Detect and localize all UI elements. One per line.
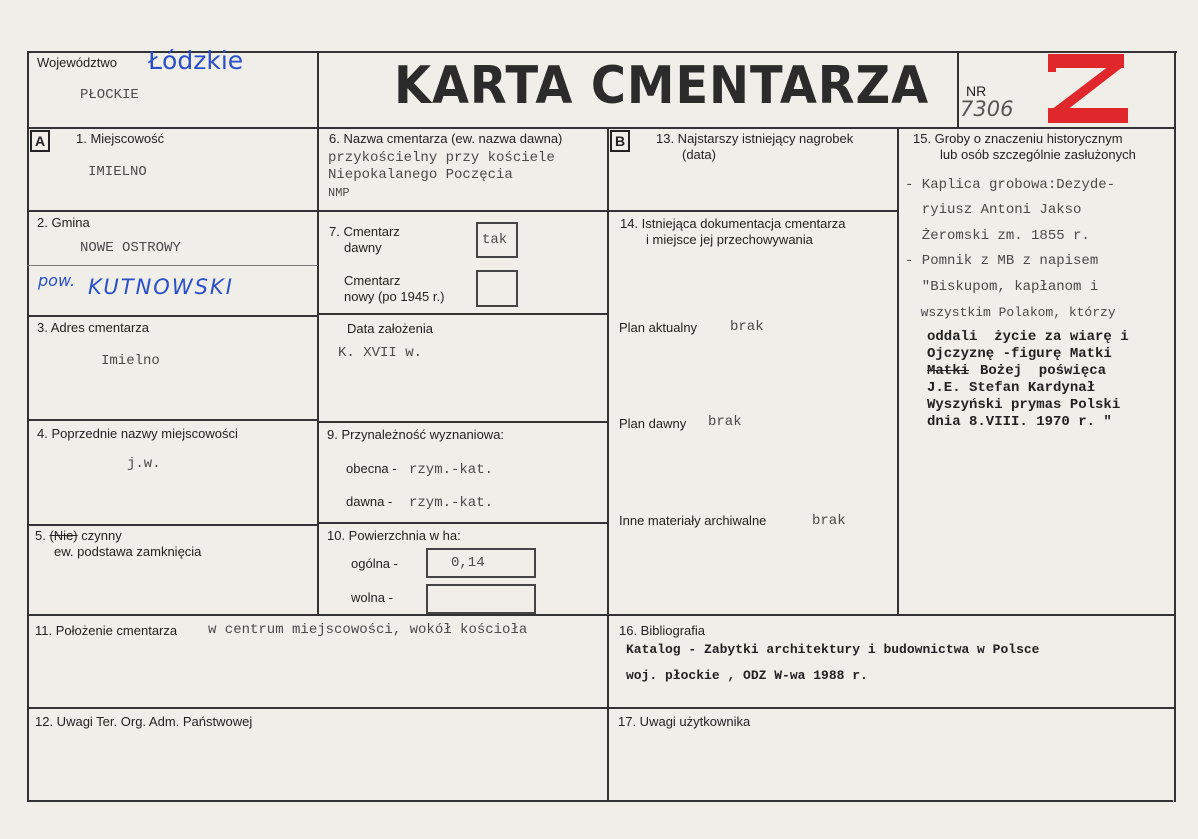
field-6-line-2: Niepokalanego Poczęcia	[328, 167, 513, 183]
field-1-label: 1. Miejscowość	[76, 131, 165, 146]
field-2-label: 2. Gmina	[37, 215, 90, 230]
field-14-label: 14. Istniejąca dokumentacja cmentarza	[620, 216, 846, 231]
nr-value: 7306	[960, 97, 1014, 121]
field-3-value: Imielno	[101, 353, 160, 369]
header-col1	[317, 51, 319, 129]
border-right	[1174, 51, 1176, 802]
field-9-dawna-label: dawna -	[346, 494, 393, 509]
col2-row3	[317, 421, 608, 423]
col2-row2	[317, 313, 608, 315]
field-16-label: 16. Bibliografia	[619, 623, 705, 638]
field-15-bold-6: dnia 8.VIII. 1970 r. "	[927, 414, 1112, 430]
field-15-label2: lub osób szczególnie zasłużonych	[940, 147, 1136, 162]
field-9-dawna-value: rzym.-kat.	[409, 495, 494, 511]
field-10-wolna-label: wolna -	[351, 590, 393, 605]
plan-aktualny-label: Plan aktualny	[619, 320, 698, 335]
field-15-line-2: ryiusz Antoni Jakso	[905, 202, 1082, 218]
wolna-box[interactable]	[426, 584, 536, 614]
field-7-nowy-label: Cmentarz	[344, 273, 401, 288]
border-left	[27, 51, 29, 802]
colA-row2a	[27, 265, 318, 266]
field-5-label2: ew. podstawa zamknięcia	[54, 544, 202, 559]
plan-aktualny-value: brak	[730, 319, 764, 335]
row-12-top	[27, 707, 1176, 709]
pow-prefix: pow.	[38, 271, 76, 290]
section-b-marker: B	[610, 130, 630, 152]
field-15-line-6: wszystkim Polakom, którzy	[905, 305, 1116, 320]
field-5-prefix: 5.	[35, 528, 50, 543]
field-10-ogolna-label: ogólna -	[351, 556, 398, 571]
field-9-obecna-value: rzym.-kat.	[409, 462, 494, 478]
section-a-marker: A	[30, 130, 50, 152]
field-14-label2: i miejsce jej przechowywania	[646, 232, 813, 247]
field-15-bold-4: J.E. Stefan Kardynał	[927, 380, 1096, 396]
field-9-obecna-label: obecna -	[346, 461, 397, 476]
colA-row3	[27, 419, 318, 421]
field-5-strike: (Nie)	[49, 528, 78, 543]
field-15-bold-5: Wyszyński prymas Polski	[927, 397, 1121, 413]
col2-row4	[317, 522, 608, 524]
header-divider	[27, 127, 1176, 129]
colA-row1	[27, 210, 318, 212]
field-7-nowy: nowy (po 1945 r.)	[344, 289, 445, 304]
field-15-struck-word: Matki	[927, 363, 970, 379]
field-8-value: K. XVII w.	[338, 345, 423, 361]
dawny-value: tak	[482, 232, 508, 248]
field-4-label: 4. Poprzednie nazwy miejscowości	[37, 426, 238, 441]
border-bottom	[27, 800, 1173, 802]
wojewodztwo-handwritten: Łódzkie	[148, 46, 244, 75]
field-6-line-1: przykościelny przy kościele	[328, 150, 555, 166]
field-4-value: j.w.	[127, 456, 161, 472]
plan-dawny-value: brak	[708, 414, 742, 430]
field-15-bold-1: oddali życie za wiarę i	[927, 329, 1129, 345]
field-15-line-5: "Biskupom, kapłanom i	[905, 279, 1099, 295]
field-7-dawny: dawny	[344, 240, 382, 255]
red-z-stamp	[1045, 50, 1129, 126]
plan-dawny-label: Plan dawny	[619, 416, 687, 431]
wojewodztwo-typed: PŁOCKIE	[80, 87, 139, 103]
field-8-label: Data założenia	[347, 321, 433, 336]
field-16-line-2: woj. płockie , ODZ W-wa 1988 r.	[626, 668, 868, 683]
field-15-bold-3: Bożej poświęca	[980, 363, 1107, 379]
field-2-value: NOWE OSTROWY	[80, 240, 181, 256]
colA-row2	[27, 315, 318, 317]
field-15-line-1: - Kaplica grobowa:Dezyde-	[905, 177, 1116, 193]
field-6-line-3: NMP	[328, 186, 350, 200]
col2-right	[607, 127, 609, 801]
field-10-label: 10. Powierzchnia w ha:	[327, 528, 461, 543]
field-11-label: 11. Położenie cmentarza	[35, 623, 178, 638]
field-5-label	[35, 528, 122, 544]
field-6-label: 6. Nazwa cmentarza (ew. nazwa dawna)	[329, 131, 563, 146]
field-17-label: 17. Uwagi użytkownika	[618, 714, 751, 729]
field-11-value: w centrum miejscowości, wokół kościoła	[208, 622, 528, 638]
col2-row1	[317, 210, 608, 212]
field-13-label: 13. Najstarszy istniejący nagrobek	[656, 131, 854, 146]
field-10-ogolna-value: 0,14	[451, 555, 485, 571]
inne-value: brak	[812, 513, 846, 529]
card-title: KARTA CMENTARZA	[394, 56, 930, 116]
colA-row4	[27, 524, 318, 526]
field-12-label: 12. Uwagi Ter. Org. Adm. Państwowej	[35, 714, 253, 729]
field-1-value: IMIELNO	[88, 164, 147, 180]
pow-value: KUTNOWSKI	[88, 275, 234, 299]
colB-row1	[607, 210, 898, 212]
z-stamp-icon	[1045, 50, 1129, 126]
field-15-line-4: - Pomnik z MB z napisem	[905, 253, 1099, 269]
field-9-label: 9. Przynależność wyznaniowa:	[327, 427, 505, 442]
nr-label: NR	[966, 83, 987, 99]
field-7-label: 7. Cmentarz	[329, 224, 400, 239]
field-15-bold-2: Ojczyznę -figurę Matki	[927, 346, 1112, 362]
field-16-line-1: Katalog - Zabytki architektury i budownictwa w Polsce	[626, 642, 1040, 657]
field-3-label: 3. Adres cmentarza	[37, 320, 149, 335]
field-5-rest: czynny	[77, 528, 122, 543]
colA-right	[317, 127, 319, 616]
nowy-checkbox[interactable]	[476, 270, 518, 307]
colB-right	[897, 127, 899, 616]
wojewodztwo-label: Województwo	[37, 55, 117, 70]
row-11-top	[27, 614, 1176, 616]
inne-label: Inne materiały archiwalne	[619, 513, 767, 528]
field-15-label: 15. Groby o znaczeniu historycznym	[913, 131, 1123, 146]
field-13-label2: (data)	[682, 147, 716, 162]
field-15-line-3: Żeromski zm. 1855 r.	[905, 228, 1090, 244]
header-col2	[957, 51, 959, 129]
